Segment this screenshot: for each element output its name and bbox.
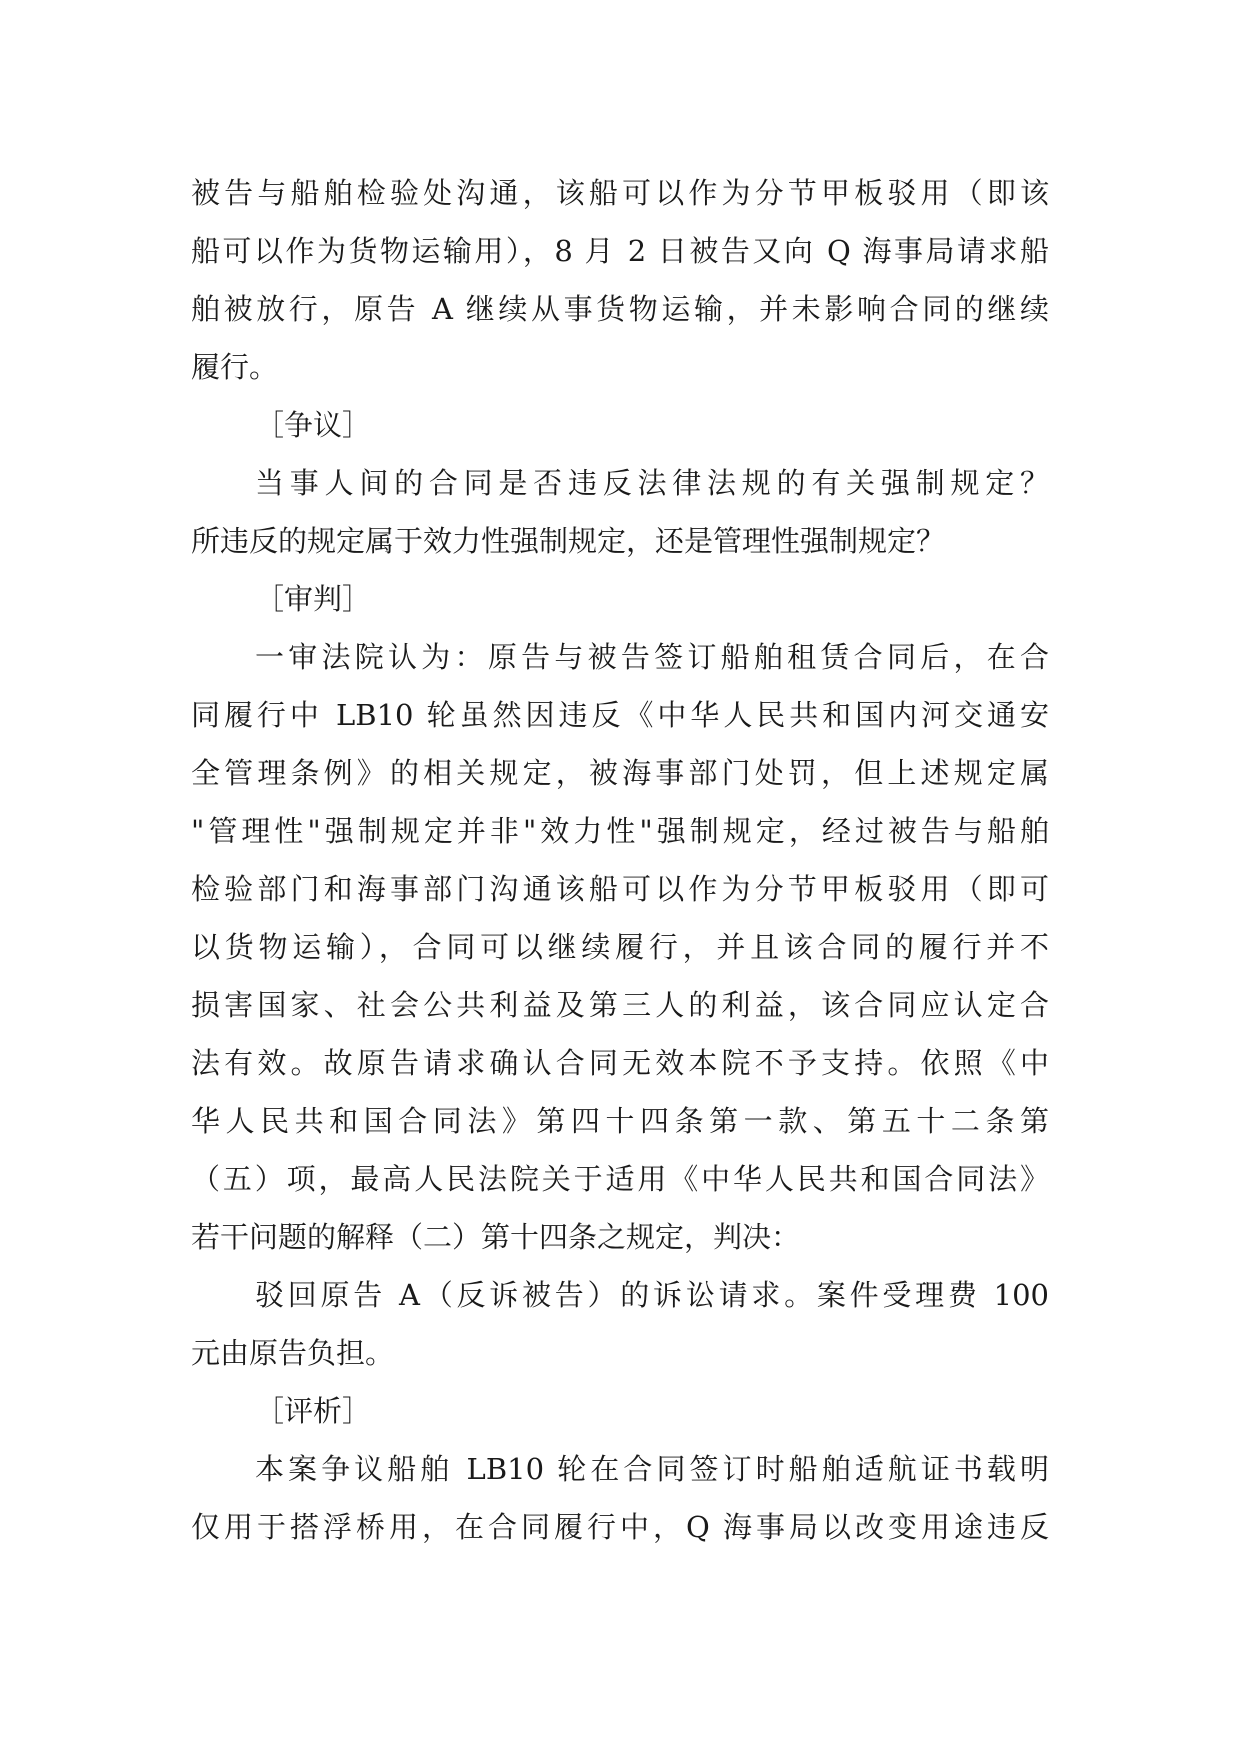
text-line: 元由原告负担。 [191,1336,395,1370]
text-line: 法有效。故原告请求确认合同无效本院不予支持。依照《中 [191,1046,1049,1080]
text-line: 全管理条例》的相关规定，被海事部门处罚，但上述规定属 [191,756,1049,790]
text-line: 履行。 [191,350,279,384]
section-heading-judgment: ［审判］ [255,582,372,616]
text-line: 若干问题的解释（二）第十四条之规定，判决： [191,1220,801,1254]
text-line: 船可以作为货物运输用），8 月 2 日被告又向 Q 海事局请求船 [191,234,1049,268]
text-line: （五）项，最高人民法院关于适用《中华人民共和国合同法》 [191,1162,1049,1196]
text-line: 华人民共和国合同法》第四十四条第一款、第五十二条第 [191,1104,1049,1138]
text-line: 驳回原告 A（反诉被告）的诉讼请求。案件受理费 100 [255,1278,1049,1312]
section-heading-dispute: ［争议］ [255,408,372,442]
text-line: 舶被放行，原告 A 继续从事货物运输，并未影响合同的继续 [191,292,1049,326]
section-heading-analysis: ［评析］ [255,1394,372,1428]
text-line: 当事人间的合同是否违反法律法规的有关强制规定？ [255,466,1049,500]
text-line: 以货物运输），合同可以继续履行，并且该合同的履行并不 [191,930,1049,964]
text-line: 一审法院认为：原告与被告签订船舶租赁合同后，在合 [255,640,1049,674]
text-line: 被告与船舶检验处沟通，该船可以作为分节甲板驳用（即该 [191,176,1049,210]
document-body [191,164,1049,1556]
text-line: 同履行中 LB10 轮虽然因违反《中华人民共和国内河交通安 [191,698,1049,732]
text-line: 本案争议船舶 LB10 轮在合同签订时船舶适航证书载明 [255,1452,1049,1486]
text-line: "管理性"强制规定并非"效力性"强制规定，经过被告与船舶 [191,814,1049,848]
text-line: 检验部门和海事部门沟通该船可以作为分节甲板驳用（即可 [191,872,1049,906]
text-line: 仅用于搭浮桥用，在合同履行中，Q 海事局以改变用途违反 [191,1510,1049,1544]
text-line: 损害国家、社会公共利益及第三人的利益，该合同应认定合 [191,988,1049,1022]
text-line: 所违反的规定属于效力性强制规定，还是管理性强制规定？ [191,524,946,558]
